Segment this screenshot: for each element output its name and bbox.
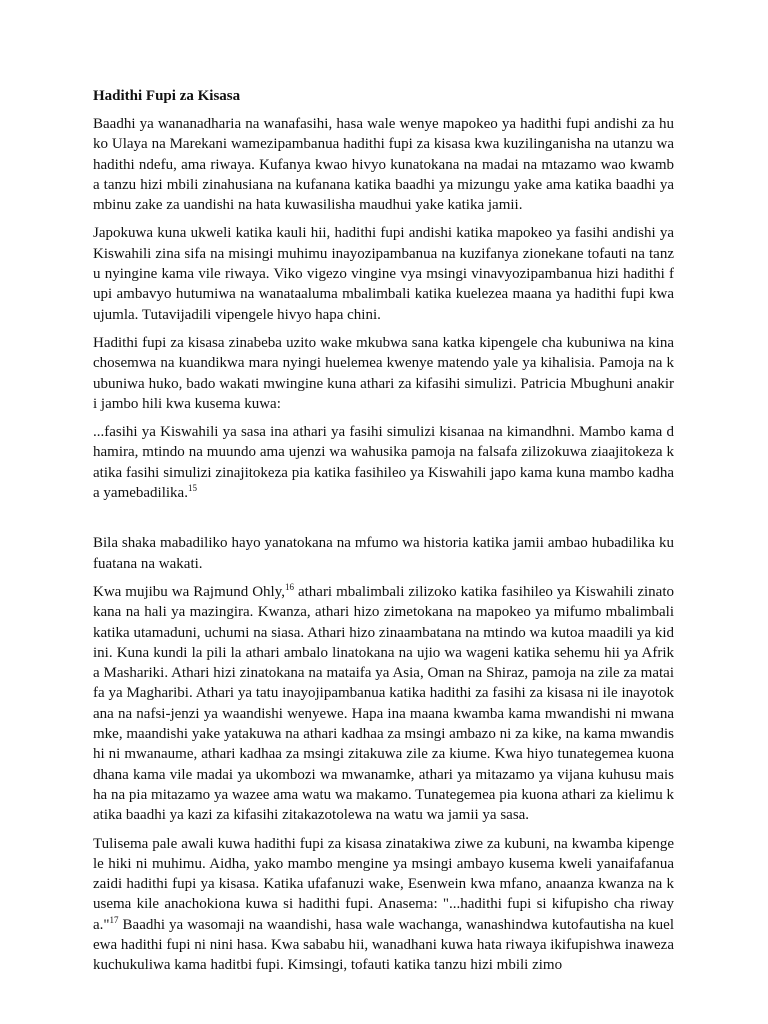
paragraph-2: Japokuwa kuna ukweli katika kauli hii, hadithi fupi andishi katika mapokeo ya fasihi andishi ya Kiswahili zina sifa na misingi muhimu inayozipambanua na kuzifanya zionekane tofauti na tanzu nyingine kama vile riwaya. Viko vigezo vingine vya msingi vinavyozipambanua hizi hadithi fupi ambavyo hutumiwa na wanataaluma mbalimbali katika kuelezea maana ya hadithi fupi kwa ujumla. Tutavijadili vipengele hivyo hapa chini. xyxy=(93,225,674,323)
footnote-ref-15[interactable]: 15 xyxy=(187,483,197,494)
document-title: Hadithi Fupi za Kisasa xyxy=(93,88,241,104)
paragraph-6-lead: Tulisema pale awali kuwa hadithi fupi za kisasa zinatakiwa ziwe za kubuni, na kwamba kipengele hiki ni muhimu. Aidha, yako mambo mengine ya msingi ambayo kusema kweli yanaifafanua zaidi hadithi fupi ya kisasa. Katika ufafanuzi wake, Esenwein kwa mfano, anaanza kwanza na kusema kile anachokiona kuwa si hadithi fupi. Anasema: "...hadithi fupi si kifupisho cha riwaya." xyxy=(93,835,674,933)
footnote-ref-16[interactable]: 16 xyxy=(284,581,294,592)
footnote-ref-17[interactable]: 17 xyxy=(109,914,119,925)
paragraph-6-body: Baadhi ya wasomaji na waandishi, hasa wale wachanga, wanashindwa kutofautisha na kuelewa hadithi fupi ni nini hasa. Kwa sababu hii, wanadhani kuwa hata riwaya ikifupishwa inaweza kuchukuliwa kama haditbi fupi. Kimsingi, tofauti katika tanzu hizi mbili zimo xyxy=(93,916,674,974)
paragraph-5-body: athari mbalimbali zilizoko katika fasihileo ya Kiswahili zinatokana na hali ya mazingira. Kwanza, athari hizo zimetokana na mapokeo ya mifumo mbalimbali katika utamaduni, uchumi na siasa. Athari hizo zinaambatana na mtindo wa kutoa maadili ya kidini. Kuna kundi la pili la athari ambalo linatokana na ujio wa wageni katika sehemu hii ya Afrika Mashariki. Athari hizi zinatokana na mataifa ya Asia, Oman na Shiraz, pamoja na zile za mataifa ya Magharibi. Athari ya tatu inayojipambanua katika hadithi za fasihi za kisasa ni ile inayotokana na nafsi-jenzi ya waandishi wenyewe. Hapa ina maana kwamba kama mwandishi ni mwanamke, maandishi yake yatakuwa na athari kadhaa za msingi ambazo ni za kike, na kama mwandishi ni mwanaume, athari kadhaa za msingi zitakuwa zile za kiume. Kwa hiyo tunategemea kuona dhana kama vile madai ya ukombozi wa mwanamke, athari ya mitazamo ya vijana kuhusu maisha na pia mitazamo ya wazee ama watu wa makamo. Tunategemea pia kuona athari za kielimu katika baadhi ya kazi za kifasihi zitakazotolewa na watu wa jamii ya sasa. xyxy=(93,583,674,824)
paragraph-4: Bila shaka mabadiliko hayo yanatokana na mfumo wa historia katika jamii ambao hubadilika kufuatana na wakati. xyxy=(93,535,674,572)
paragraph-3: Hadithi fupi za kisasa zinabeba uzito wake mkubwa sana katka kipengele cha kubuniwa na kinachosemwa na kuandikwa mara nyingi huelemea kwenye matendo yale ya kihalisia. Pamoja na kubuniwa huko, bado wakati mwingine kuna athari za kifasihi simulizi. Patricia Mbughuni anakiri jambo hili kwa kusema kuwa: xyxy=(93,334,674,412)
spacer xyxy=(93,511,674,533)
paragraph-6 xyxy=(93,834,674,976)
block-quote-text: ...fasihi ya Kiswahili ya sasa ina athari ya fasihi simulizi kisanaa na kimandhni. Mambo kama dhamira, mtindo na muundo ama ujenzi wa wahusika pamoja na falsafa zilizokuwa ziaajitokeza katika fasihi simulizi zinajitokeza pia katika fasihileo ya Kiswahili japo kama kuna mambo kadhaa yamebadilika. xyxy=(93,424,674,502)
paragraph-1: Baadhi ya wananadharia na wanafasihi, hasa wale wenye mapokeo ya hadithi fupi andishi za huko Ulaya na Marekani wamezipambanua hadithi fupi za kisasa kwa kuzilinganisha na utanzu wa hadithi ndefu, ama riwaya. Kufanya kwao hivyo kunatokana na madai na mtazamo wao kwamba tanzu hizi mbili zinahusiana na kufanana katika baadhi ya mizungu yake ama katika baadhi ya mbinu zake za uandishi na hata kuwasilisha maudhui yake katika jamii. xyxy=(93,116,674,214)
paragraph-5-lead: Kwa mujibu wa Rajmund Ohly, xyxy=(93,583,285,600)
paragraph-5 xyxy=(93,582,674,826)
block-quote xyxy=(93,422,674,503)
